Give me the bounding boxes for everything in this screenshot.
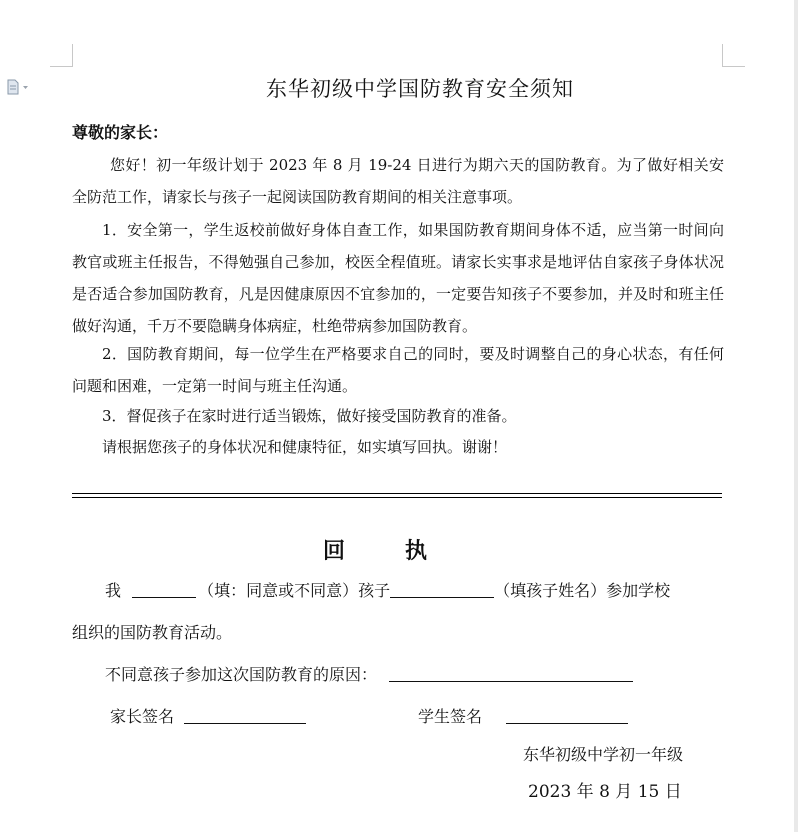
receipt-consent-line <box>105 580 670 602</box>
school-signature: 东华初级中学初一年级 <box>523 745 684 764</box>
paragraph-closing: 请根据您孩子的身体状况和健康特征，如实填写回执。谢谢！ <box>102 438 508 456</box>
consent-blank-field[interactable] <box>132 581 196 598</box>
receipt-text: （填孩子姓名）参加学校 <box>494 581 671 600</box>
child-name-blank-field[interactable] <box>390 581 494 598</box>
paragraph-item-1: 1．安全第一，学生返校前做好身体自查工作，如果国防教育期间身体不适，应当第一时间向教官或班主任报告，不得勉强自己参加，校医全程值班。请家长实事求是地评估自家孩子身体状况是否适合参加国防教育，凡是因健康原因不宜参加的，一定要告知孩子不要参加，并及时和班主任做好沟通，千万不要隐瞒身体病症，杜绝带病参加国防教育。 <box>72 221 724 335</box>
page-corner-marker-top-right <box>722 44 745 67</box>
document-title: 东华初级中学国防教育安全须知 <box>266 77 574 101</box>
divider-line <box>72 493 722 494</box>
parent-sign-label: 家长签名 <box>110 707 175 726</box>
student-signature-line <box>418 706 628 728</box>
document-date: 2023 年 8 月 15 日 <box>528 782 682 802</box>
reason-line <box>105 664 633 686</box>
reason-label: 不同意孩子参加这次国防教育的原因： <box>105 665 378 684</box>
divider-line <box>72 497 722 498</box>
paragraph-intro: 您好！初一年级计划于 2023 年 8 月 19-24 日进行为期六天的国防教育。为了做好相关安全防范工作，请家长与孩子一起阅读国防教育期间的相关注意事项。 <box>72 156 724 206</box>
receipt-title: 回执 <box>323 538 488 564</box>
student-signature-field[interactable] <box>506 707 628 724</box>
paragraph-item-3: 3．督促孩子在家时进行适当锻炼，做好接受国防教育的准备。 <box>102 407 517 425</box>
receipt-text: （填：同意或不同意）孩子 <box>198 581 391 600</box>
parent-signature-field[interactable] <box>184 707 306 724</box>
receipt-consent-line-2: 组织的国防教育活动。 <box>72 623 233 642</box>
page-corner-marker-top-left <box>50 44 73 67</box>
receipt-text: 我 <box>105 581 122 600</box>
reason-blank-field[interactable] <box>389 665 633 682</box>
parent-signature-line <box>110 706 306 728</box>
scrollbar-track[interactable] <box>794 0 798 832</box>
student-sign-label: 学生签名 <box>418 707 483 726</box>
greeting: 尊敬的家长： <box>72 123 169 142</box>
paragraph-item-2: 2．国防教育期间，每一位学生在严格要求自己的同时，要及时调整自己的身心状态，有任何问题和困难，一定第一时间与班主任沟通。 <box>72 345 724 395</box>
